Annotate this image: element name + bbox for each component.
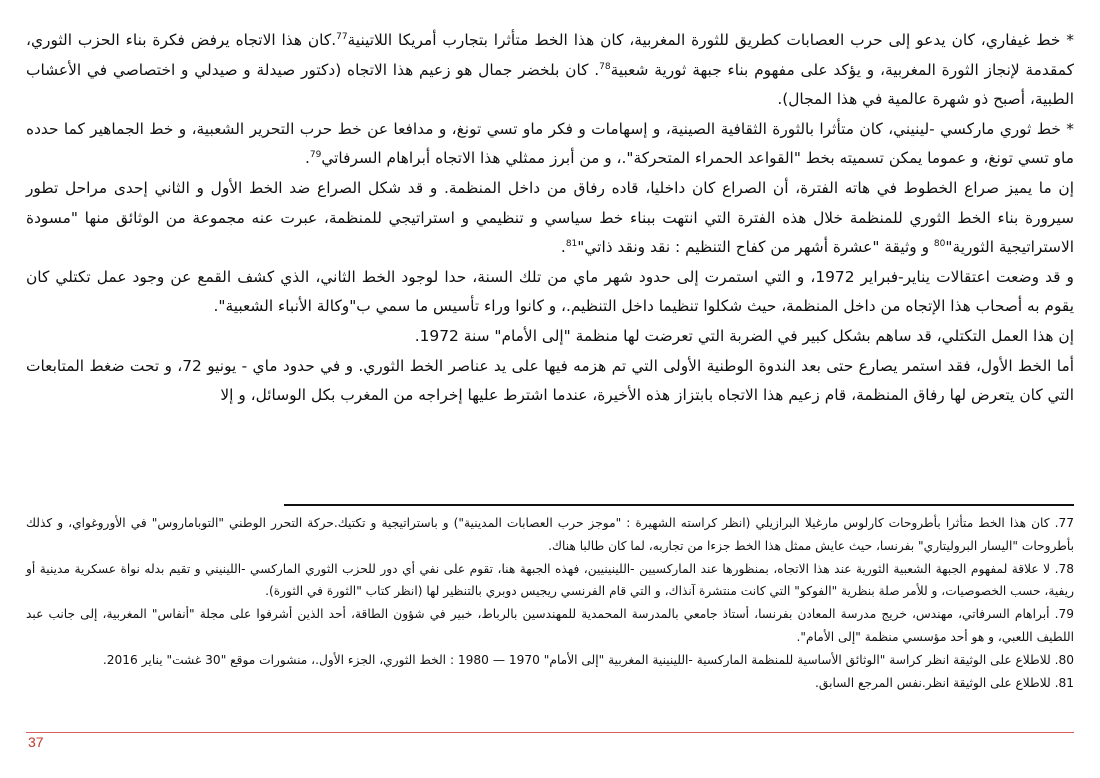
paragraph-first-line: أما الخط الأول، فقد استمر يصارع حتى بعد الندوة الوطنية الأولى التي تم هزمه فيها على يد عناصر الخط الثوري. و في حدود ماي - يونيو 72، و تحت ضغط المتابعات التي كان يتعرض لها رفاق المنظمة، قام زعيم هذا الاتجاه بابتزاز هذه الأخيرة، عندما اشترط عليها إخراجه من المغرب بكل الوسائل، و إلا	[26, 356, 1074, 405]
footnote-ref-78[interactable]: 78	[599, 61, 611, 72]
footnote-ref-79[interactable]: 79	[309, 150, 322, 161]
paragraph-factional-work: إن هذا العمل التكتلي، قد ساهم بشكل كبير في الضربة التي تعرضت لها منظمة "إلى الأمام" سنة 1972.	[414, 326, 1074, 345]
footnote-79: 79. أبراهام السرفاتي، مهندس، خريج مدرسة المعادن بفرنسا، أستاذ جامعي بالمدرسة المحمدية للمهندسين بالرباط، خبير في شؤون الطاقة، أحد الذين أشرفوا على مجلة "أنفاس" المغربية، إلى جانب عبد اللطيف اللعبي، و هو أحد مؤسسي منظمة "إلى الأمام".	[26, 607, 1074, 644]
paragraph-ghevarist-line: * خط غيفاري، كان يدعو إلى حرب العصابات كطريق للثورة المغربية، كان هذا الخط متأثرا بتجارب أمريكا اللاتينية$^{77}$.كان هذا الاتجاه يرفض فكرة بناء الحزب الثوري، كمقدمة لإنجاز الثورة المغربية، و يؤكد على مفهوم بناء جبهة ثورية شعبية$^{78}$. كان بلخضر جمال هو زعيم هذا الاتجاه (دكتور صيدلة و صيدلي و اختصاصي في الأعشاب الطبية، أصبح ذو شهرة عالمية في هذا المجال).	[26, 31, 1074, 109]
footnote-78: 78. لا علاقة لمفهوم الجبهة الشعبية الثورية عند هذا الاتجاه، بمنظورها عند الماركسيين -اللينينيين، فهذه الجبهة هنا، تقوم على نفي أي دور للحزب الثوري الماركسي -اللينيني و تقيم بدله نواة عسكرية مدينية أو ريفية، حسب الخصوصيات، و للأمر صلة بنظرية "الفوكو" التي كانت منتشرة آنذاك، و التي قام الفرنسي ريجيس دوبري بالتنظير لها (انظر كتاب "الثورة في الثورة).	[26, 561, 1074, 599]
footnote-77: 77. كان هذا الخط متأثرا بأطروحات كارلوس مارغيلا البرازيلي (انظر كراسته الشهيرة : "موجز حرب العصابات المدينية") و باستراتيجية و تكتيك.حركة التحرر الوطني "التوباماروس" في الأوروغواي، و كذلك بأطروحات "اليسار البروليتاري" بفرنسا، حيث عايش ممثل هذا الخط جزءا من تجاربه، لما كان طالبا هناك.	[26, 516, 1074, 553]
footnote-ref-77[interactable]: 77	[336, 31, 348, 42]
footnote-81: 81. للاطلاع على الوثيقة انظر.نفس المرجع السابق.	[815, 675, 1074, 690]
paragraph-line-struggle: إن ما يميز صراع الخطوط في هاته الفترة، أن الصراع كان داخليا، قاده رفاق من داخل المنظمة. و قد شكل الصراع ضد الخط الأول و الثاني إحدى مراحل تطور سيرورة بناء الخط الثوري للمنظمة خلال هذه الفترة التي انتهت ببناء خط سياسي و تنظيمي و استراتيجي للمنظمة، عبرت عنه مجموعة من الوثائق منها "مسودة الاستراتيجية الثورية"$^{80}$ و وثيقة "عشرة أشهر من كفاح التنظيم : نقد ونقد ذاتي"$^{81}$.	[26, 178, 1074, 257]
footnote-80: 80. للاطلاع على الوثيقة انظر كراسة "الوثائق الأساسية للمنظمة الماركسية -اللينينية المغربية "إلى الأمام" 1970 — 1980 : الخط الثوري، الجزء الأول.، منشورات موقع "30 غشت" يناير 2016.	[102, 652, 1074, 667]
paragraph-arrests-1972: و قد وضعت اعتقالات يناير-فبراير 1972، و التي استمرت إلى حدود شهر ماي من تلك السنة، حدا لوجود الخط الثاني، الذي كشف القمع عن وجود عمل تكتلي كان يقوم به أصحاب هذا الإتجاه من داخل المنظمة، حيث شكلوا تنظيما داخل التنظيم.، و كانوا وراء تأسيس ما سمي ب"وكالة الأنباء الشعبية".	[26, 267, 1074, 316]
footnote-ref-80[interactable]: 80	[933, 239, 946, 250]
page-bottom-rule	[26, 732, 1074, 733]
paragraph-maoist-line: * خط ثوري ماركسي -لينيني، كان متأثرا بالثورة الثقافية الصينية، و إسهامات و فكر ماو تسي تونغ، و مدافعا عن خط حرب التحرير الشعبية، و خط الجماهير كما حدده ماو تسي تونغ، و عموما يمكن تسميته بخط "القواعد الحمراء المتحركة".، و من أبرز ممثلي هذا الاتجاه أبراهام السرفاتي$^{79}$.	[26, 119, 1074, 168]
footnote-separator	[284, 504, 1074, 506]
footnotes	[26, 512, 1074, 694]
page-number: 37	[28, 734, 44, 750]
document-page	[26, 26, 1074, 766]
footnote-ref-81[interactable]: 81	[565, 239, 578, 250]
body-text	[26, 26, 1074, 411]
